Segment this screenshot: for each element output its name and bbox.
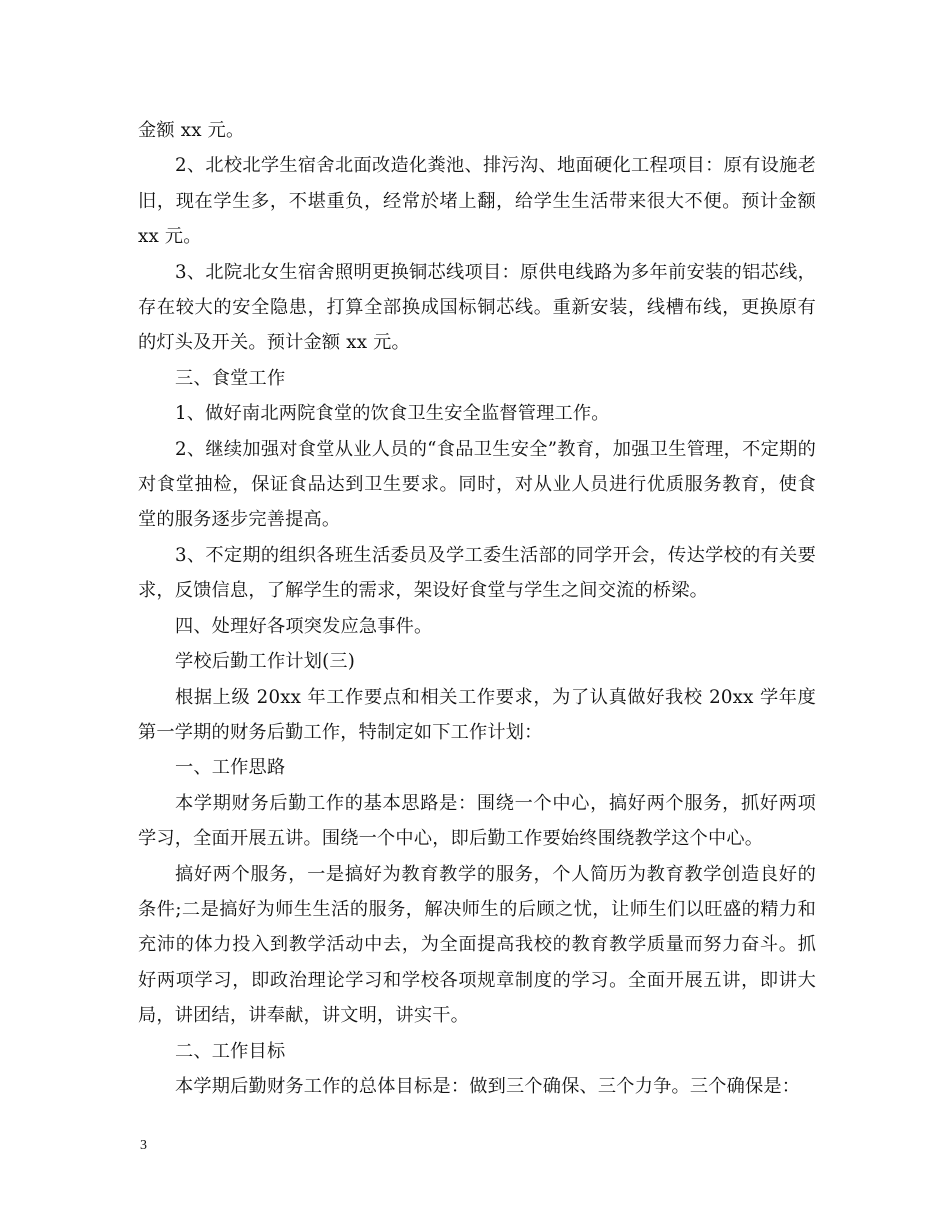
paragraph: 2、继续加强对食堂从业人员的“食品卫生安全”教育，加强卫生管理，不定期的对食堂抽检，保证食品达到卫生要求。同时，对从业人员进行优质服务教育，使食堂的服务逐步完善提高。 (138, 438, 816, 531)
paragraph: 金额 xx 元。 (138, 120, 245, 141)
section-heading: 一、工作思路 (175, 757, 286, 779)
document-body (138, 113, 816, 1104)
section-heading: 二、工作目标 (175, 1040, 286, 1062)
section-heading: 四、处理好各项突发应急事件。 (175, 615, 433, 637)
paragraph: 2、北校北学生宿舍北面改造化粪池、排污沟、地面硬化工程项目：原有设施老旧，现在学生多，不堪重负，经常於堵上翻，给学生生活带来很大不便。预计金额 xx 元。 (138, 155, 816, 248)
paragraph: 3、不定期的组织各班生活委员及学工委生活部的同学开会，传达学校的有关要求，反馈信息，了解学生的需求，架设好食堂与学生之间交流的桥梁。 (138, 544, 816, 602)
paragraph: 根据上级 20xx 年工作要点和相关工作要求，为了认真做好我校 20xx 学年度第一学期的财务后勤工作，特制定如下工作计划： (138, 686, 816, 743)
document-subtitle: 学校后勤工作计划(三) (175, 651, 356, 673)
paragraph: 1、做好南北两院食堂的饮食卫生安全监督管理工作。 (175, 403, 610, 425)
page-number: 3 (140, 1138, 147, 1153)
section-heading: 三、食堂工作 (175, 367, 286, 389)
paragraph: 本学期后勤财务工作的总体目标是：做到三个确保、三个力争。三个确保是： (175, 1075, 801, 1097)
paragraph: 搞好两个服务，一是搞好为教育教学的服务，个人简历为教育教学创造良好的条件;二是搞好为师生生活的服务，解决师生的后顾之忧，让师生们以旺盛的精力和充沛的体力投入到教学活动中去，为全面提高我校的教育教学质量而努力奋斗。抓好两项学习，即政治理论学习和学校各项规章制度的学习。全面开展五讲，即讲大局，讲团结，讲奉献，讲文明，讲实干。 (138, 863, 816, 1027)
paragraph: 本学期财务后勤工作的基本思路是：围绕一个中心，搞好两个服务，抓好两项学习，全面开展五讲。围绕一个中心，即后勤工作要始终围绕教学这个中心。 (138, 792, 816, 850)
paragraph: 3、北院北女生宿舍照明更换铜芯线项目：原供电线路为多年前安装的铝芯线，存在较大的安全隐患，打算全部换成国标铜芯线。重新安装，线槽布线，更换原有的灯头及开关。预计金额 xx 元。 (138, 261, 816, 354)
